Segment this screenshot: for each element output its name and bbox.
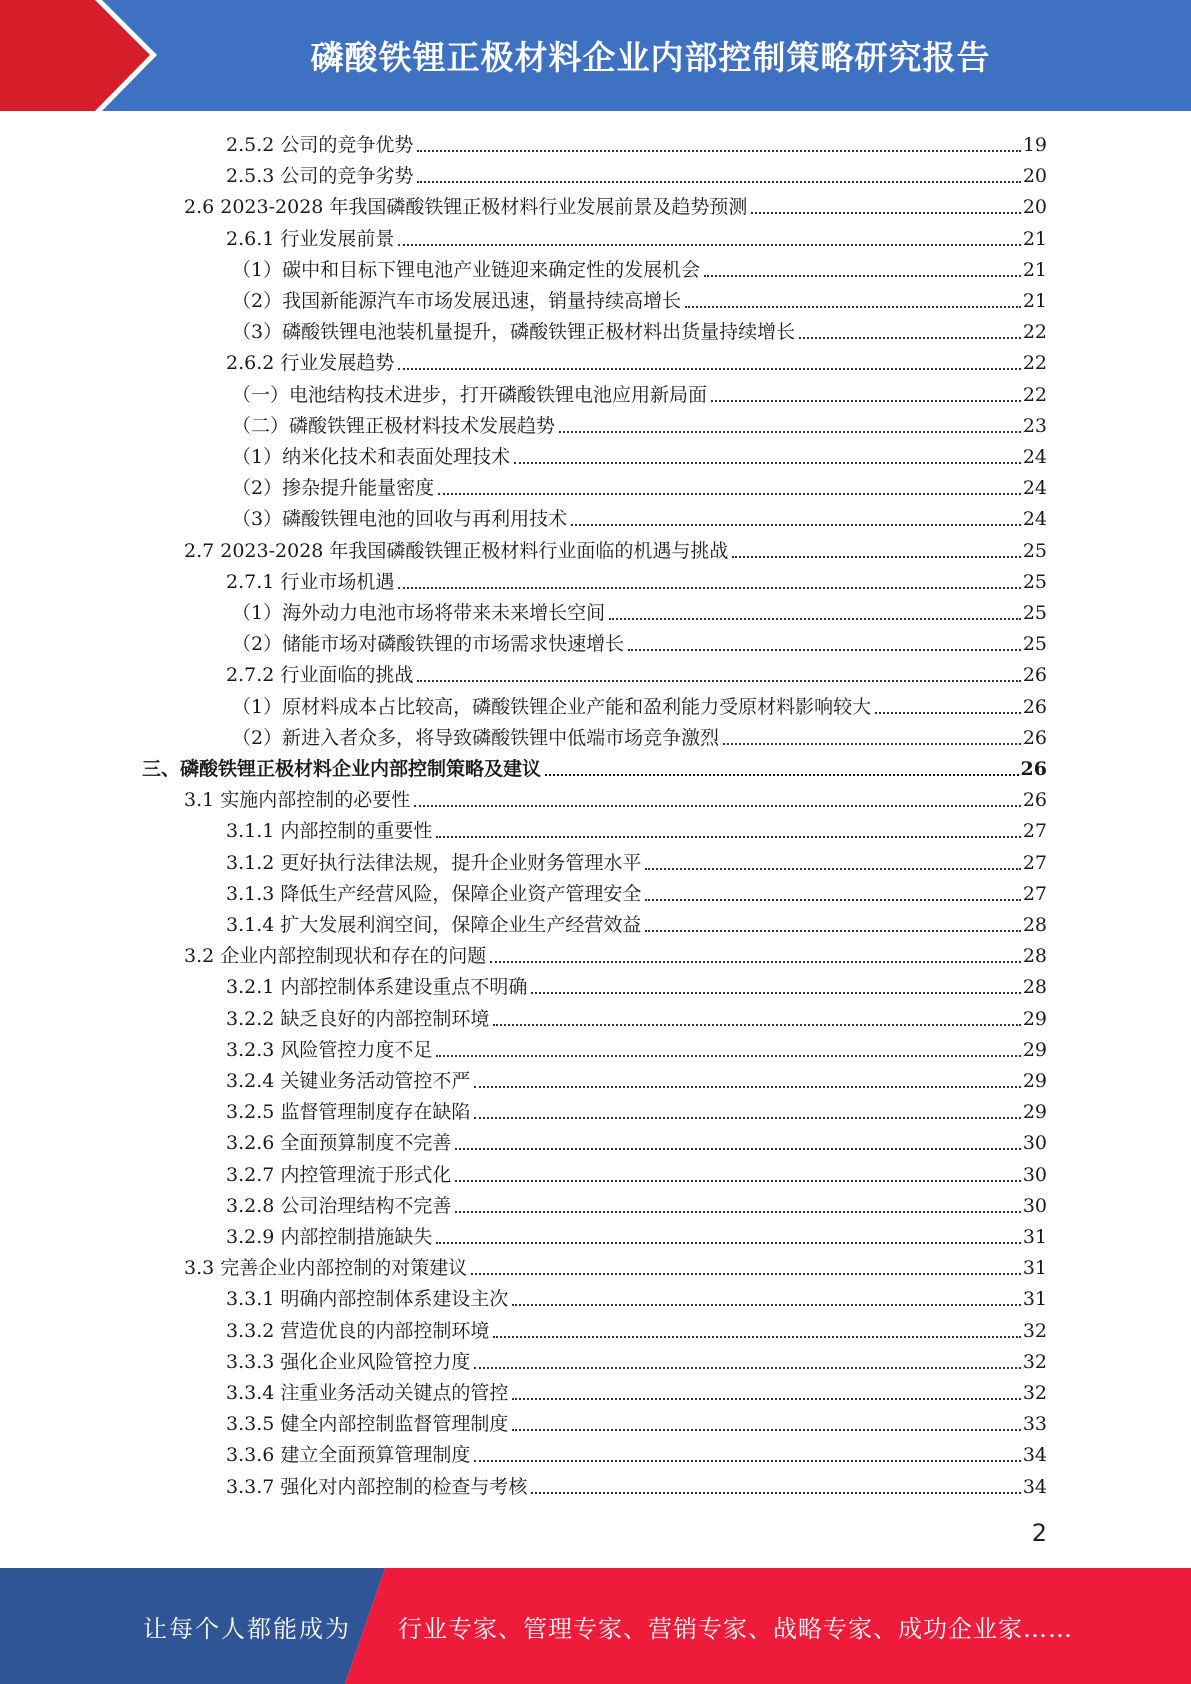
toc-entry-page: 22: [1022, 352, 1047, 375]
report-title: 磷酸铁锂正极材料企业内部控制策略研究报告: [310, 38, 991, 77]
toc-entry[interactable]: [226, 1406, 1047, 1437]
toc-entry[interactable]: [232, 470, 1047, 501]
toc-leader-dots: [512, 1398, 1020, 1400]
toc-entry-label: （3）磷酸铁锂电池装机量提升，磷酸铁锂正极材料出货量持续增长: [232, 321, 796, 344]
toc-leader-dots: [493, 1336, 1020, 1338]
toc-entry-page: 24: [1022, 477, 1047, 500]
toc-leader-dots: [455, 1148, 1020, 1150]
toc-leader-dots: [531, 1492, 1020, 1494]
toc-entry-label: 三、磷酸铁锂正极材料企业内部控制策略及建议: [142, 758, 542, 780]
toc-entry-page: 26: [1022, 695, 1047, 718]
toc-entry-label: 3.2.8 公司治理结构不完善: [226, 1194, 452, 1217]
toc-entry-page: 29: [1022, 1070, 1047, 1092]
toc-entry-page: 29: [1022, 1101, 1047, 1124]
toc-entry-label: 3.2.5 监督管理制度存在缺陷: [226, 1101, 471, 1124]
toc-leader-dots: [545, 774, 1019, 776]
toc-leader-dots: [455, 1211, 1020, 1213]
footer-slogan-right: 行业专家、管理专家、营销专家、战略专家、成功企业家……: [398, 1614, 1073, 1643]
toc-entry-page: 26: [1022, 726, 1047, 749]
toc-entry[interactable]: [226, 813, 1047, 844]
toc-entry-label: （1）原材料成本占比较高，磷酸铁锂企业产能和盈利能力受原材料影响较大: [232, 695, 872, 718]
toc-leader-dots: [645, 868, 1020, 870]
toc-entry-page: 26: [1022, 664, 1047, 687]
toc-leader-dots: [455, 1180, 1020, 1182]
toc-entry-page: 30: [1022, 1163, 1047, 1186]
toc-entry-label: （2）储能市场对磷酸铁锂的市场需求快速增长: [232, 633, 625, 656]
toc-leader-dots: [514, 462, 1021, 464]
toc-leader-dots: [512, 1304, 1020, 1306]
toc-entry[interactable]: [232, 283, 1047, 314]
toc-entry[interactable]: [226, 221, 1047, 252]
toc-leader-dots: [751, 212, 1020, 214]
toc-entry-page: 26: [1022, 789, 1047, 812]
toc-leader-dots: [417, 150, 1020, 152]
toc-leader-dots: [436, 1055, 1020, 1057]
toc-entry-label: 3.3.3 强化企业风险管控力度: [226, 1350, 471, 1373]
toc-leader-dots: [723, 743, 1021, 745]
toc-entry-page: 22: [1022, 321, 1047, 344]
toc-entry-page: 30: [1022, 1132, 1047, 1155]
toc-entry-page: 20: [1022, 196, 1047, 219]
toc-leader-dots: [474, 1117, 1020, 1119]
toc-entry-label: 3.1.3 降低生产经营风险，保障企业资产管理安全: [226, 882, 642, 905]
toc-entry-label: 2.7.1 行业市场机遇: [226, 570, 395, 593]
toc-entry[interactable]: [232, 501, 1047, 532]
toc-entry-label: 3.3.1 明确内部控制体系建设主次: [226, 1288, 509, 1311]
toc-entry-page: 27: [1022, 820, 1047, 843]
toc-entry[interactable]: [226, 1469, 1047, 1500]
toc-entry[interactable]: [232, 689, 1047, 720]
toc-entry[interactable]: [226, 1094, 1047, 1125]
toc-entry-label: 3.3.2 营造优良的内部控制环境: [226, 1319, 490, 1342]
toc-entry[interactable]: [226, 1313, 1047, 1344]
toc-entry-page: 29: [1022, 1007, 1047, 1030]
toc-entry-label: 3.1.1 内部控制的重要性: [226, 820, 433, 843]
toc-entry-label: （1）纳米化技术和表面处理技术: [232, 446, 511, 468]
toc-entry-label: 3.3.5 健全内部控制监督管理制度: [226, 1413, 509, 1436]
toc-entry[interactable]: [226, 1188, 1047, 1219]
toc-entry-page: 28: [1022, 914, 1047, 936]
toc-entry-label: 2.7.2 行业面临的挑战: [226, 664, 414, 687]
toc-entry[interactable]: [226, 1157, 1047, 1188]
header-banner: [0, 0, 1191, 111]
toc-entry-label: 2.6 2023-2028 年我国磷酸铁锂正极材料行业发展前景及趋势预测: [184, 196, 748, 219]
toc-entry[interactable]: [232, 626, 1047, 657]
toc-leader-dots: [436, 1242, 1020, 1244]
toc-entry-page: 21: [1022, 258, 1047, 281]
toc-entry-page: 24: [1022, 508, 1047, 531]
toc-entry[interactable]: [226, 907, 1047, 938]
toc-entry-label: 3.1.2 更好执行法律法规，提升企业财务管理水平: [226, 851, 642, 874]
toc-entry[interactable]: [184, 938, 1047, 969]
toc-leader-dots: [398, 368, 1020, 370]
toc-entry-label: 2.5.3 公司的竞争劣势: [226, 165, 414, 188]
toc-entry-label: （1）海外动力电池市场将带来未来增长空间: [232, 602, 606, 624]
toc-entry-label: （1）碳中和目标下锂电池产业链迎来确定性的发展机会: [232, 258, 701, 281]
toc-entry[interactable]: [184, 533, 1047, 564]
toc-entry[interactable]: [184, 782, 1047, 813]
toc-entry-page: 31: [1022, 1226, 1047, 1248]
toc-leader-dots: [645, 899, 1020, 901]
toc-entry[interactable]: [226, 1032, 1047, 1063]
toc-entry-label: （2）新进入者众多，将导致磷酸铁锂中低端市场竞争激烈: [232, 726, 720, 749]
toc-entry-page: 29: [1022, 1038, 1047, 1061]
toc-leader-dots: [685, 306, 1021, 308]
toc-leader-dots: [493, 1024, 1020, 1026]
toc-entry-label: 3.1.4 扩大发展利润空间，保障企业生产经营效益: [226, 914, 642, 936]
toc-leader-dots: [711, 400, 1021, 402]
toc-entry[interactable]: [226, 1375, 1047, 1406]
toc-entry-label: 3.1 实施内部控制的必要性: [184, 789, 411, 812]
footer-banner: [0, 1568, 1191, 1684]
toc-leader-dots: [512, 1429, 1020, 1431]
toc-leader-dots: [417, 181, 1020, 183]
toc-entry[interactable]: [226, 657, 1047, 688]
toc-entry-label: 3.2 企业内部控制现状和存在的问题: [184, 945, 487, 968]
toc-entry-label: 3.2.2 缺乏良好的内部控制环境: [226, 1007, 490, 1030]
toc-leader-dots: [628, 649, 1021, 651]
toc-leader-dots: [436, 836, 1020, 838]
toc-entry[interactable]: [226, 1063, 1047, 1094]
toc-leader-dots: [704, 275, 1021, 277]
toc-leader-dots: [559, 431, 1021, 433]
toc-entry[interactable]: [226, 1344, 1047, 1375]
toc-entry-page: 28: [1022, 976, 1047, 999]
toc-entry[interactable]: [226, 876, 1047, 907]
toc-entry[interactable]: [226, 1219, 1047, 1250]
page-number: 2: [1031, 1519, 1047, 1547]
toc-entry-label: （2）我国新能源汽车市场发展迅速，销量持续高增长: [232, 290, 682, 312]
toc-leader-dots: [609, 618, 1021, 620]
footer-slogan-left: 让每个人都能成为: [143, 1614, 351, 1643]
toc-entry-page: 32: [1022, 1382, 1047, 1404]
toc-entry[interactable]: [232, 439, 1047, 470]
toc-entry[interactable]: [226, 345, 1047, 376]
toc-entry-label: 2.6.2 行业发展趋势: [226, 352, 395, 375]
toc-entry-label: 3.2.6 全面预算制度不完善: [226, 1132, 452, 1155]
toc-entry-page: 22: [1022, 383, 1047, 406]
toc-entry-page: 34: [1022, 1444, 1047, 1467]
toc-leader-dots: [474, 1086, 1020, 1088]
toc-entry-label: 3.3.4 注重业务活动关键点的管控: [226, 1382, 509, 1404]
toc-entry[interactable]: [232, 595, 1047, 626]
toc-entry-page: 32: [1022, 1319, 1047, 1342]
toc-entry[interactable]: [184, 1250, 1047, 1281]
toc-leader-dots: [474, 1367, 1020, 1369]
toc-entry-label: 3.2.3 风险管控力度不足: [226, 1038, 433, 1061]
toc-entry-label: 3.3.6 建立全面预算管理制度: [226, 1444, 471, 1467]
toc-entry-page: 21: [1022, 227, 1047, 250]
toc-entry-page: 20: [1022, 165, 1047, 188]
toc-leader-dots: [398, 244, 1020, 246]
toc-entry[interactable]: [232, 314, 1047, 345]
toc-leader-dots: [438, 493, 1021, 495]
toc-entry-page: 19: [1022, 134, 1047, 156]
toc-leader-dots: [571, 524, 1021, 526]
toc-entry[interactable]: [226, 1001, 1047, 1032]
toc-entry-label: 3.2.1 内部控制体系建设重点不明确: [226, 976, 528, 999]
toc-entry[interactable]: [142, 751, 1047, 782]
toc-entry-label: （3）磷酸铁锂电池的回收与再利用技术: [232, 508, 568, 531]
toc-entry-page: 25: [1022, 602, 1047, 624]
toc-entry-page: 30: [1022, 1194, 1047, 1217]
toc-entry[interactable]: [232, 377, 1047, 408]
toc-entry-label: 3.2.4 关键业务活动管控不严: [226, 1070, 471, 1092]
toc-entry[interactable]: [226, 158, 1047, 189]
toc-entry[interactable]: [226, 845, 1047, 876]
toc-entry-label: 2.6.1 行业发展前景: [226, 227, 395, 250]
toc-entry-page: 31: [1022, 1288, 1047, 1311]
toc-leader-dots: [799, 337, 1021, 339]
toc-entry-label: 3.2.7 内控管理流于形式化: [226, 1163, 452, 1186]
toc-entry[interactable]: [232, 720, 1047, 751]
toc-leader-dots: [414, 805, 1021, 807]
toc-entry-page: 33: [1022, 1413, 1047, 1436]
toc-entry-label: 2.5.2 公司的竞争优势: [226, 134, 414, 156]
toc-entry[interactable]: [232, 408, 1047, 439]
toc-entry[interactable]: [232, 252, 1047, 283]
toc-leader-dots: [471, 1273, 1021, 1275]
toc-entry-label: 3.2.9 内部控制措施缺失: [226, 1226, 433, 1248]
toc-entry-page: 28: [1022, 945, 1047, 968]
toc-entry[interactable]: [226, 1437, 1047, 1468]
toc-entry-page: 34: [1022, 1475, 1047, 1498]
toc-entry-label: （二）磷酸铁锂正极材料技术发展趋势: [232, 414, 556, 437]
toc-leader-dots: [732, 556, 1020, 558]
toc-entry-page: 31: [1022, 1257, 1047, 1280]
toc-entry-page: 32: [1022, 1350, 1047, 1373]
toc-entry-page: 24: [1022, 446, 1047, 468]
toc-entry-page: 25: [1022, 570, 1047, 593]
toc-leader-dots: [645, 930, 1020, 932]
toc-entry-page: 21: [1022, 290, 1047, 312]
toc-entry-label: （一）电池结构技术进步，打开磷酸铁锂电池应用新局面: [232, 383, 708, 406]
toc-entry-label: 3.3 完善企业内部控制的对策建议: [184, 1257, 468, 1280]
toc-entry-page: 27: [1022, 882, 1047, 905]
toc-entry[interactable]: [226, 1281, 1047, 1312]
toc-leader-dots: [398, 587, 1020, 589]
toc-entry-page: 27: [1022, 851, 1047, 874]
toc-entry-page: 25: [1022, 539, 1047, 562]
toc-entry-page: 23: [1022, 414, 1047, 437]
toc-entry-label: （2）掺杂提升能量密度: [232, 477, 435, 500]
toc-leader-dots: [531, 992, 1020, 994]
toc-entry[interactable]: [226, 564, 1047, 595]
toc-entry-page: 25: [1022, 633, 1047, 656]
toc-entry-label: 3.3.7 强化对内部控制的检查与考核: [226, 1475, 528, 1498]
red-chevron-logo: [0, 0, 160, 111]
toc-entry-page: 26: [1020, 758, 1047, 780]
toc-leader-dots: [474, 1460, 1020, 1462]
toc-entry-label: 2.7 2023-2028 年我国磷酸铁锂正极材料行业面临的机遇与挑战: [184, 539, 729, 562]
toc-leader-dots: [417, 680, 1020, 682]
toc-entry[interactable]: [226, 1125, 1047, 1156]
toc-leader-dots: [490, 961, 1021, 963]
toc-entry[interactable]: [184, 189, 1047, 220]
toc-entry[interactable]: [226, 969, 1047, 1000]
toc-leader-dots: [875, 712, 1021, 714]
toc-entry[interactable]: [226, 127, 1047, 158]
